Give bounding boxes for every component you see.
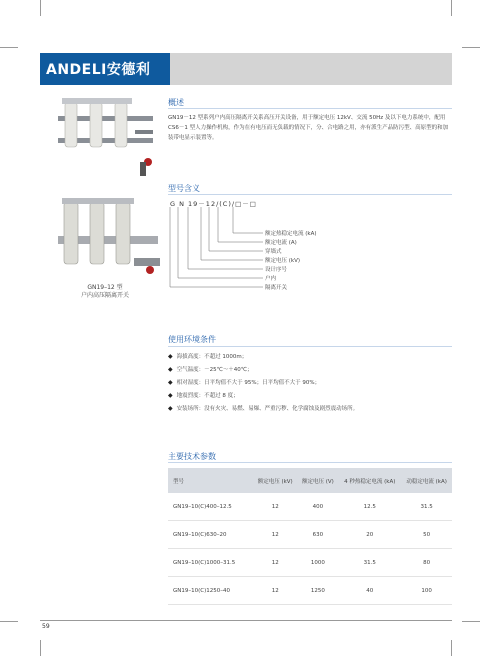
- col-header-voltage-v: 额定电压 (V): [297, 468, 338, 493]
- page-number: 59: [42, 623, 50, 630]
- condition-text: 海拔高度：不超过 1000m；: [176, 354, 248, 360]
- section-divider: [168, 462, 452, 463]
- table-row: [168, 493, 452, 521]
- cell-dynamic: 80: [401, 549, 452, 577]
- conditions-title: 使用环境条件: [168, 335, 216, 344]
- product-photo-top: [40, 90, 165, 180]
- cell-dynamic: 100: [401, 577, 452, 605]
- cell-thermal: 31.5: [338, 549, 401, 577]
- cell-model: GN19–10(C)630–20: [168, 521, 253, 549]
- col-header-voltage-kv: 额定电压 (kV): [253, 468, 297, 493]
- cell-model: GN19–10(C)1000–31.5: [168, 549, 253, 577]
- diamond-bullet-icon: ◆: [168, 379, 173, 386]
- model-label-indoor: 户内: [265, 276, 277, 282]
- caption-line-2: 户内高压隔离开关: [80, 292, 129, 299]
- model-label-wall-type: 穿墙式: [265, 249, 282, 255]
- crop-mark: [462, 621, 480, 622]
- model-leader-lines: [168, 207, 268, 297]
- condition-text: 空气温度：－25℃～＋40℃；: [176, 367, 253, 373]
- diamond-bullet-icon: ◆: [168, 353, 173, 360]
- brand-block: [40, 53, 170, 85]
- cell-dynamic: 50: [401, 521, 452, 549]
- condition-item: [168, 391, 239, 399]
- product-photo-bottom: [38, 196, 168, 286]
- cell-voltage-v: 1000: [297, 549, 338, 577]
- section-divider: [168, 194, 452, 195]
- cell-thermal: 12.5: [338, 493, 401, 521]
- crop-mark: [0, 621, 18, 622]
- model-label-thermal-current: 额定热稳定电流 (kA): [265, 231, 317, 237]
- cell-voltage-kv: 12: [253, 577, 297, 605]
- cell-thermal: 40: [338, 577, 401, 605]
- model-label-rated-current: 额定电流 (A): [265, 240, 297, 246]
- cell-voltage-kv: 12: [253, 549, 297, 577]
- footer-divider: [40, 620, 452, 621]
- crop-mark: [462, 47, 480, 48]
- condition-text: 安装场所：没有火灾、易燃、易爆、严重污秽、化学腐蚀及剧烈震动场所。: [176, 406, 359, 412]
- table-row: [168, 521, 452, 549]
- table-row: [168, 577, 452, 605]
- condition-item: [168, 365, 252, 373]
- col-header-dynamic: 动稳定电流 (kA): [401, 468, 452, 493]
- crop-mark: [451, 640, 452, 656]
- model-label-isolator: 隔离开关: [265, 285, 288, 291]
- col-header-model: 型号: [168, 468, 253, 493]
- cell-model: GN19–10(C)400–12.5: [168, 493, 253, 521]
- condition-text: 相对湿度：日平均值不大于 95%；日平均值不大于 90%；: [176, 380, 321, 386]
- model-code: G N 19－12/(C)/□－□: [170, 200, 257, 208]
- caption-line-1: GN19–12 型: [87, 284, 123, 291]
- overview-text: GN19－12 型系列户内高压隔离开关系高压开关设备，用于额定电压 12kV、交流 50Hz 及以下电力系统中，配用 CS6－1 型人力操作机构，作为在有电压而无负载的情况下，分、合电路之用，亦有派生产品防污型、高原型的和加装带电显示装置等。: [168, 115, 449, 141]
- table-header-row: [168, 468, 452, 493]
- model-label-rated-voltage: 额定电压 (kV): [265, 258, 300, 264]
- header-banner: [40, 53, 452, 85]
- section-divider: [168, 346, 452, 347]
- cell-thermal: 20: [338, 521, 401, 549]
- model-meaning-title: 型号含义: [168, 184, 200, 193]
- cell-voltage-kv: 12: [253, 493, 297, 521]
- params-title: 主要技术参数: [168, 452, 216, 461]
- table-row: [168, 549, 452, 577]
- diamond-bullet-icon: ◆: [168, 405, 173, 412]
- cell-voltage-v: 1250: [297, 577, 338, 605]
- condition-item: [168, 404, 358, 412]
- section-divider: [168, 108, 452, 109]
- cell-model: GN19–10(C)1250–40: [168, 577, 253, 605]
- cell-voltage-v: 630: [297, 521, 338, 549]
- crop-mark: [451, 0, 452, 16]
- overview-title: 概述: [168, 98, 184, 107]
- brand-logo: ANDELI安德利: [46, 62, 151, 78]
- diamond-bullet-icon: ◆: [168, 366, 173, 373]
- params-table: [168, 468, 452, 605]
- condition-text: 地震烈度：不超过 8 度；: [176, 393, 239, 399]
- cell-dynamic: 31.5: [401, 493, 452, 521]
- product-caption: [60, 284, 150, 300]
- col-header-thermal: 4 秒热稳定电流 (kA): [338, 468, 401, 493]
- crop-mark: [0, 47, 18, 48]
- crop-mark: [40, 640, 41, 656]
- crop-mark: [40, 0, 41, 16]
- condition-item: [168, 352, 247, 360]
- cell-voltage-kv: 12: [253, 521, 297, 549]
- model-label-design-no: 设计序号: [265, 267, 288, 273]
- cell-voltage-v: 400: [297, 493, 338, 521]
- diamond-bullet-icon: ◆: [168, 392, 173, 399]
- condition-item: [168, 378, 320, 386]
